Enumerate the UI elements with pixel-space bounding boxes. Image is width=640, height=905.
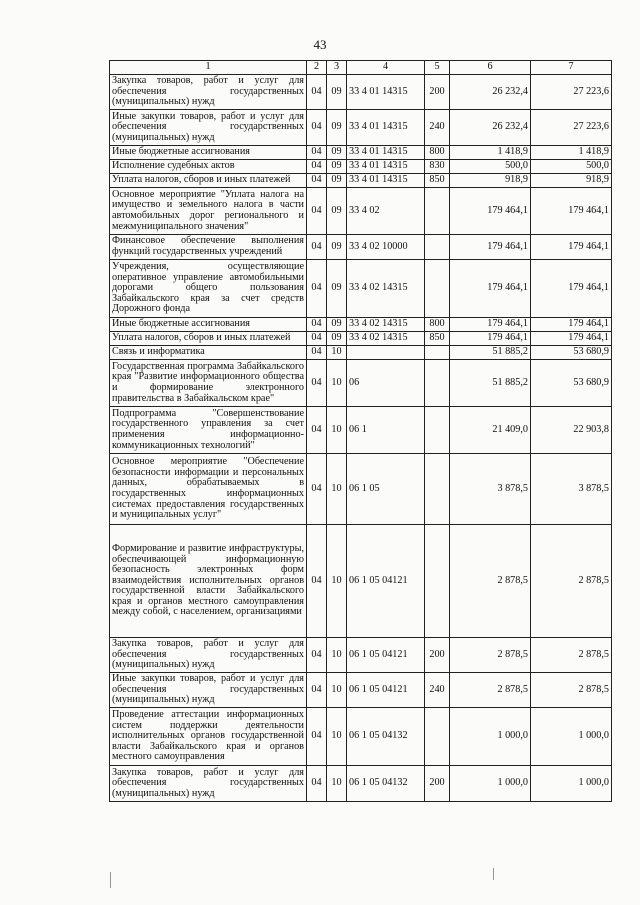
amount-year2-cell: 179 464,1: [531, 332, 612, 346]
section-cell: 04: [307, 407, 327, 454]
row-name-cell: Закупка товаров, работ и услуг для обеспечения государственных (муниципальных) нужд: [110, 75, 307, 110]
expense-type-cell: [425, 708, 450, 766]
amount-year1-cell: 26 232,4: [450, 110, 531, 146]
amount-year1-cell: 1 000,0: [450, 708, 531, 766]
section-cell: 04: [307, 638, 327, 673]
expense-type-cell: 800: [425, 146, 450, 160]
amount-year2-cell: 1 418,9: [531, 146, 612, 160]
target-article-cell: 33 4 01 14315: [347, 146, 425, 160]
column-header: 5: [425, 61, 450, 75]
table-row: [110, 75, 612, 110]
section-cell: 04: [307, 110, 327, 146]
row-name-cell: Государственная программа Забайкальского края "Развитие информационного общества и формирование электронного правительства в Забайкальском крае": [110, 360, 307, 407]
target-article-cell: 33 4 02 14315: [347, 318, 425, 332]
expense-type-cell: [425, 188, 450, 235]
target-article-cell: 06 1 05 04121: [347, 673, 425, 708]
amount-year1-cell: 179 464,1: [450, 318, 531, 332]
expense-type-cell: [425, 454, 450, 525]
row-name-cell: Учреждения, осуществляющие оперативное управление автомобильными дорогами общего пользования Забайкальского края за счет средств Дорожного фонда: [110, 260, 307, 318]
subsection-cell: 10: [327, 454, 347, 525]
subsection-cell: 09: [327, 235, 347, 260]
column-header: 4: [347, 61, 425, 75]
table-row: [110, 638, 612, 673]
expense-type-cell: [425, 360, 450, 407]
expense-type-cell: 200: [425, 766, 450, 802]
row-name-cell: Иные закупки товаров, работ и услуг для обеспечения государственных (муниципальных) нужд: [110, 110, 307, 146]
row-name-cell: Проведение аттестации информационных систем поддержки деятельности исполнительных органов государственной власти Забайкальского края и органов местного самоуправления: [110, 708, 307, 766]
amount-year2-cell: 2 878,5: [531, 525, 612, 638]
target-article-cell: 33 4 01 14315: [347, 75, 425, 110]
table-row: [110, 708, 612, 766]
table-row: [110, 454, 612, 525]
target-article-cell: 06 1 05: [347, 454, 425, 525]
target-article-cell: 06: [347, 360, 425, 407]
scan-mark: [493, 868, 494, 880]
expense-type-cell: 240: [425, 110, 450, 146]
expense-type-cell: [425, 346, 450, 360]
expense-type-cell: 200: [425, 75, 450, 110]
table-row: [110, 235, 612, 260]
target-article-cell: 06 1 05 04132: [347, 766, 425, 802]
row-name-cell: Закупка товаров, работ и услуг для обеспечения государственных (муниципальных) нужд: [110, 638, 307, 673]
amount-year2-cell: 179 464,1: [531, 260, 612, 318]
expense-type-cell: 850: [425, 332, 450, 346]
subsection-cell: 10: [327, 360, 347, 407]
column-header: 6: [450, 61, 531, 75]
row-name-cell: Уплата налогов, сборов и иных платежей: [110, 174, 307, 188]
row-name-cell: Формирование и развитие инфраструктуры, обеспечивающей информационную безопасность электронных форм взаимодействия исполнительных органов государственной власти Забайкальского края и органов местного самоуправления между собой, с населением, организациями: [110, 525, 307, 638]
subsection-cell: 09: [327, 188, 347, 235]
table-row: [110, 318, 612, 332]
amount-year1-cell: 2 878,5: [450, 525, 531, 638]
expense-type-cell: [425, 407, 450, 454]
section-cell: 04: [307, 360, 327, 407]
section-cell: 04: [307, 332, 327, 346]
table-row: [110, 407, 612, 454]
target-article-cell: 33 4 02 10000: [347, 235, 425, 260]
section-cell: 04: [307, 75, 327, 110]
subsection-cell: 09: [327, 110, 347, 146]
section-cell: 04: [307, 454, 327, 525]
expense-type-cell: 240: [425, 673, 450, 708]
table-row: [110, 346, 612, 360]
subsection-cell: 10: [327, 346, 347, 360]
expense-type-cell: 850: [425, 174, 450, 188]
subsection-cell: 09: [327, 75, 347, 110]
amount-year1-cell: 21 409,0: [450, 407, 531, 454]
table-row: [110, 332, 612, 346]
section-cell: 04: [307, 188, 327, 235]
section-cell: 04: [307, 766, 327, 802]
amount-year1-cell: 51 885,2: [450, 346, 531, 360]
table-row: [110, 146, 612, 160]
target-article-cell: 06 1 05 04132: [347, 708, 425, 766]
amount-year2-cell: 918,9: [531, 174, 612, 188]
amount-year2-cell: 179 464,1: [531, 318, 612, 332]
row-name-cell: Исполнение судебных актов: [110, 160, 307, 174]
table-row: [110, 160, 612, 174]
row-name-cell: Основное мероприятие "Уплата налога на имущество и земельного налога в части автомобильных дорог регионального и межмуниципального значения": [110, 188, 307, 235]
amount-year1-cell: 51 885,2: [450, 360, 531, 407]
amount-year2-cell: 3 878,5: [531, 454, 612, 525]
row-name-cell: Иные бюджетные ассигнования: [110, 318, 307, 332]
target-article-cell: 33 4 02: [347, 188, 425, 235]
row-name-cell: Иные закупки товаров, работ и услуг для обеспечения государственных (муниципальных) нужд: [110, 673, 307, 708]
target-article-cell: [347, 346, 425, 360]
amount-year2-cell: 2 878,5: [531, 638, 612, 673]
subsection-cell: 10: [327, 766, 347, 802]
section-cell: 04: [307, 525, 327, 638]
target-article-cell: 33 4 02 14315: [347, 260, 425, 318]
table-row: [110, 360, 612, 407]
row-name-cell: Финансовое обеспечение выполнения функций государственных учреждений: [110, 235, 307, 260]
section-cell: 04: [307, 708, 327, 766]
section-cell: 04: [307, 318, 327, 332]
amount-year2-cell: 179 464,1: [531, 188, 612, 235]
row-name-cell: Уплата налогов, сборов и иных платежей: [110, 332, 307, 346]
table-row: [110, 110, 612, 146]
table-row: [110, 188, 612, 235]
amount-year2-cell: 500,0: [531, 160, 612, 174]
expense-type-cell: 200: [425, 638, 450, 673]
amount-year2-cell: 1 000,0: [531, 708, 612, 766]
amount-year2-cell: 27 223,6: [531, 110, 612, 146]
column-header: 7: [531, 61, 612, 75]
table-row: [110, 525, 612, 638]
amount-year1-cell: 179 464,1: [450, 188, 531, 235]
amount-year1-cell: 2 878,5: [450, 673, 531, 708]
expense-type-cell: [425, 260, 450, 318]
row-name-cell: Иные бюджетные ассигнования: [110, 146, 307, 160]
amount-year2-cell: 27 223,6: [531, 75, 612, 110]
amount-year2-cell: 22 903,8: [531, 407, 612, 454]
target-article-cell: 33 4 01 14315: [347, 174, 425, 188]
page-number: 43: [313, 37, 327, 52]
column-header: 2: [307, 61, 327, 75]
expense-type-cell: [425, 235, 450, 260]
amount-year1-cell: 26 232,4: [450, 75, 531, 110]
amount-year2-cell: 1 000,0: [531, 766, 612, 802]
section-cell: 04: [307, 146, 327, 160]
amount-year1-cell: 500,0: [450, 160, 531, 174]
expense-type-cell: 830: [425, 160, 450, 174]
header-row: [110, 61, 612, 75]
expense-type-cell: [425, 525, 450, 638]
section-cell: 04: [307, 673, 327, 708]
row-name-cell: Связь и информатика: [110, 346, 307, 360]
amount-year2-cell: 53 680,9: [531, 360, 612, 407]
amount-year1-cell: 179 464,1: [450, 260, 531, 318]
section-cell: 04: [307, 260, 327, 318]
subsection-cell: 09: [327, 146, 347, 160]
column-header: 1: [110, 61, 307, 75]
row-name-cell: Закупка товаров, работ и услуг для обеспечения государственных (муниципальных) нужд: [110, 766, 307, 802]
amount-year1-cell: 918,9: [450, 174, 531, 188]
amount-year1-cell: 2 878,5: [450, 638, 531, 673]
amount-year2-cell: 2 878,5: [531, 673, 612, 708]
amount-year2-cell: 179 464,1: [531, 235, 612, 260]
target-article-cell: 33 4 02 14315: [347, 332, 425, 346]
amount-year1-cell: 3 878,5: [450, 454, 531, 525]
subsection-cell: 10: [327, 525, 347, 638]
subsection-cell: 09: [327, 260, 347, 318]
table-row: [110, 174, 612, 188]
row-name-cell: Подпрограмма "Совершенствование государственного управления за счет применения информационно-коммуникационных технологий": [110, 407, 307, 454]
amount-year2-cell: 53 680,9: [531, 346, 612, 360]
expense-type-cell: 800: [425, 318, 450, 332]
section-cell: 04: [307, 174, 327, 188]
amount-year1-cell: 1 000,0: [450, 766, 531, 802]
budget-table: [109, 60, 612, 802]
target-article-cell: 06 1 05 04121: [347, 525, 425, 638]
section-cell: 04: [307, 346, 327, 360]
row-name-cell: Основное мероприятие "Обеспечение безопасности информации и персональных данных, обрабатываемых в государственных информационных системах предоставления государственных и муниципальных услуг": [110, 454, 307, 525]
table-row: [110, 673, 612, 708]
amount-year1-cell: 1 418,9: [450, 146, 531, 160]
target-article-cell: 06 1 05 04121: [347, 638, 425, 673]
section-cell: 04: [307, 160, 327, 174]
amount-year1-cell: 179 464,1: [450, 332, 531, 346]
subsection-cell: 10: [327, 673, 347, 708]
section-cell: 04: [307, 235, 327, 260]
subsection-cell: 09: [327, 318, 347, 332]
target-article-cell: 06 1: [347, 407, 425, 454]
subsection-cell: 10: [327, 708, 347, 766]
subsection-cell: 09: [327, 160, 347, 174]
subsection-cell: 10: [327, 638, 347, 673]
target-article-cell: 33 4 01 14315: [347, 110, 425, 146]
subsection-cell: 09: [327, 332, 347, 346]
column-header: 3: [327, 61, 347, 75]
table-row: [110, 766, 612, 802]
scan-mark: [110, 872, 111, 888]
table-row: [110, 260, 612, 318]
subsection-cell: 09: [327, 174, 347, 188]
subsection-cell: 10: [327, 407, 347, 454]
target-article-cell: 33 4 01 14315: [347, 160, 425, 174]
amount-year1-cell: 179 464,1: [450, 235, 531, 260]
